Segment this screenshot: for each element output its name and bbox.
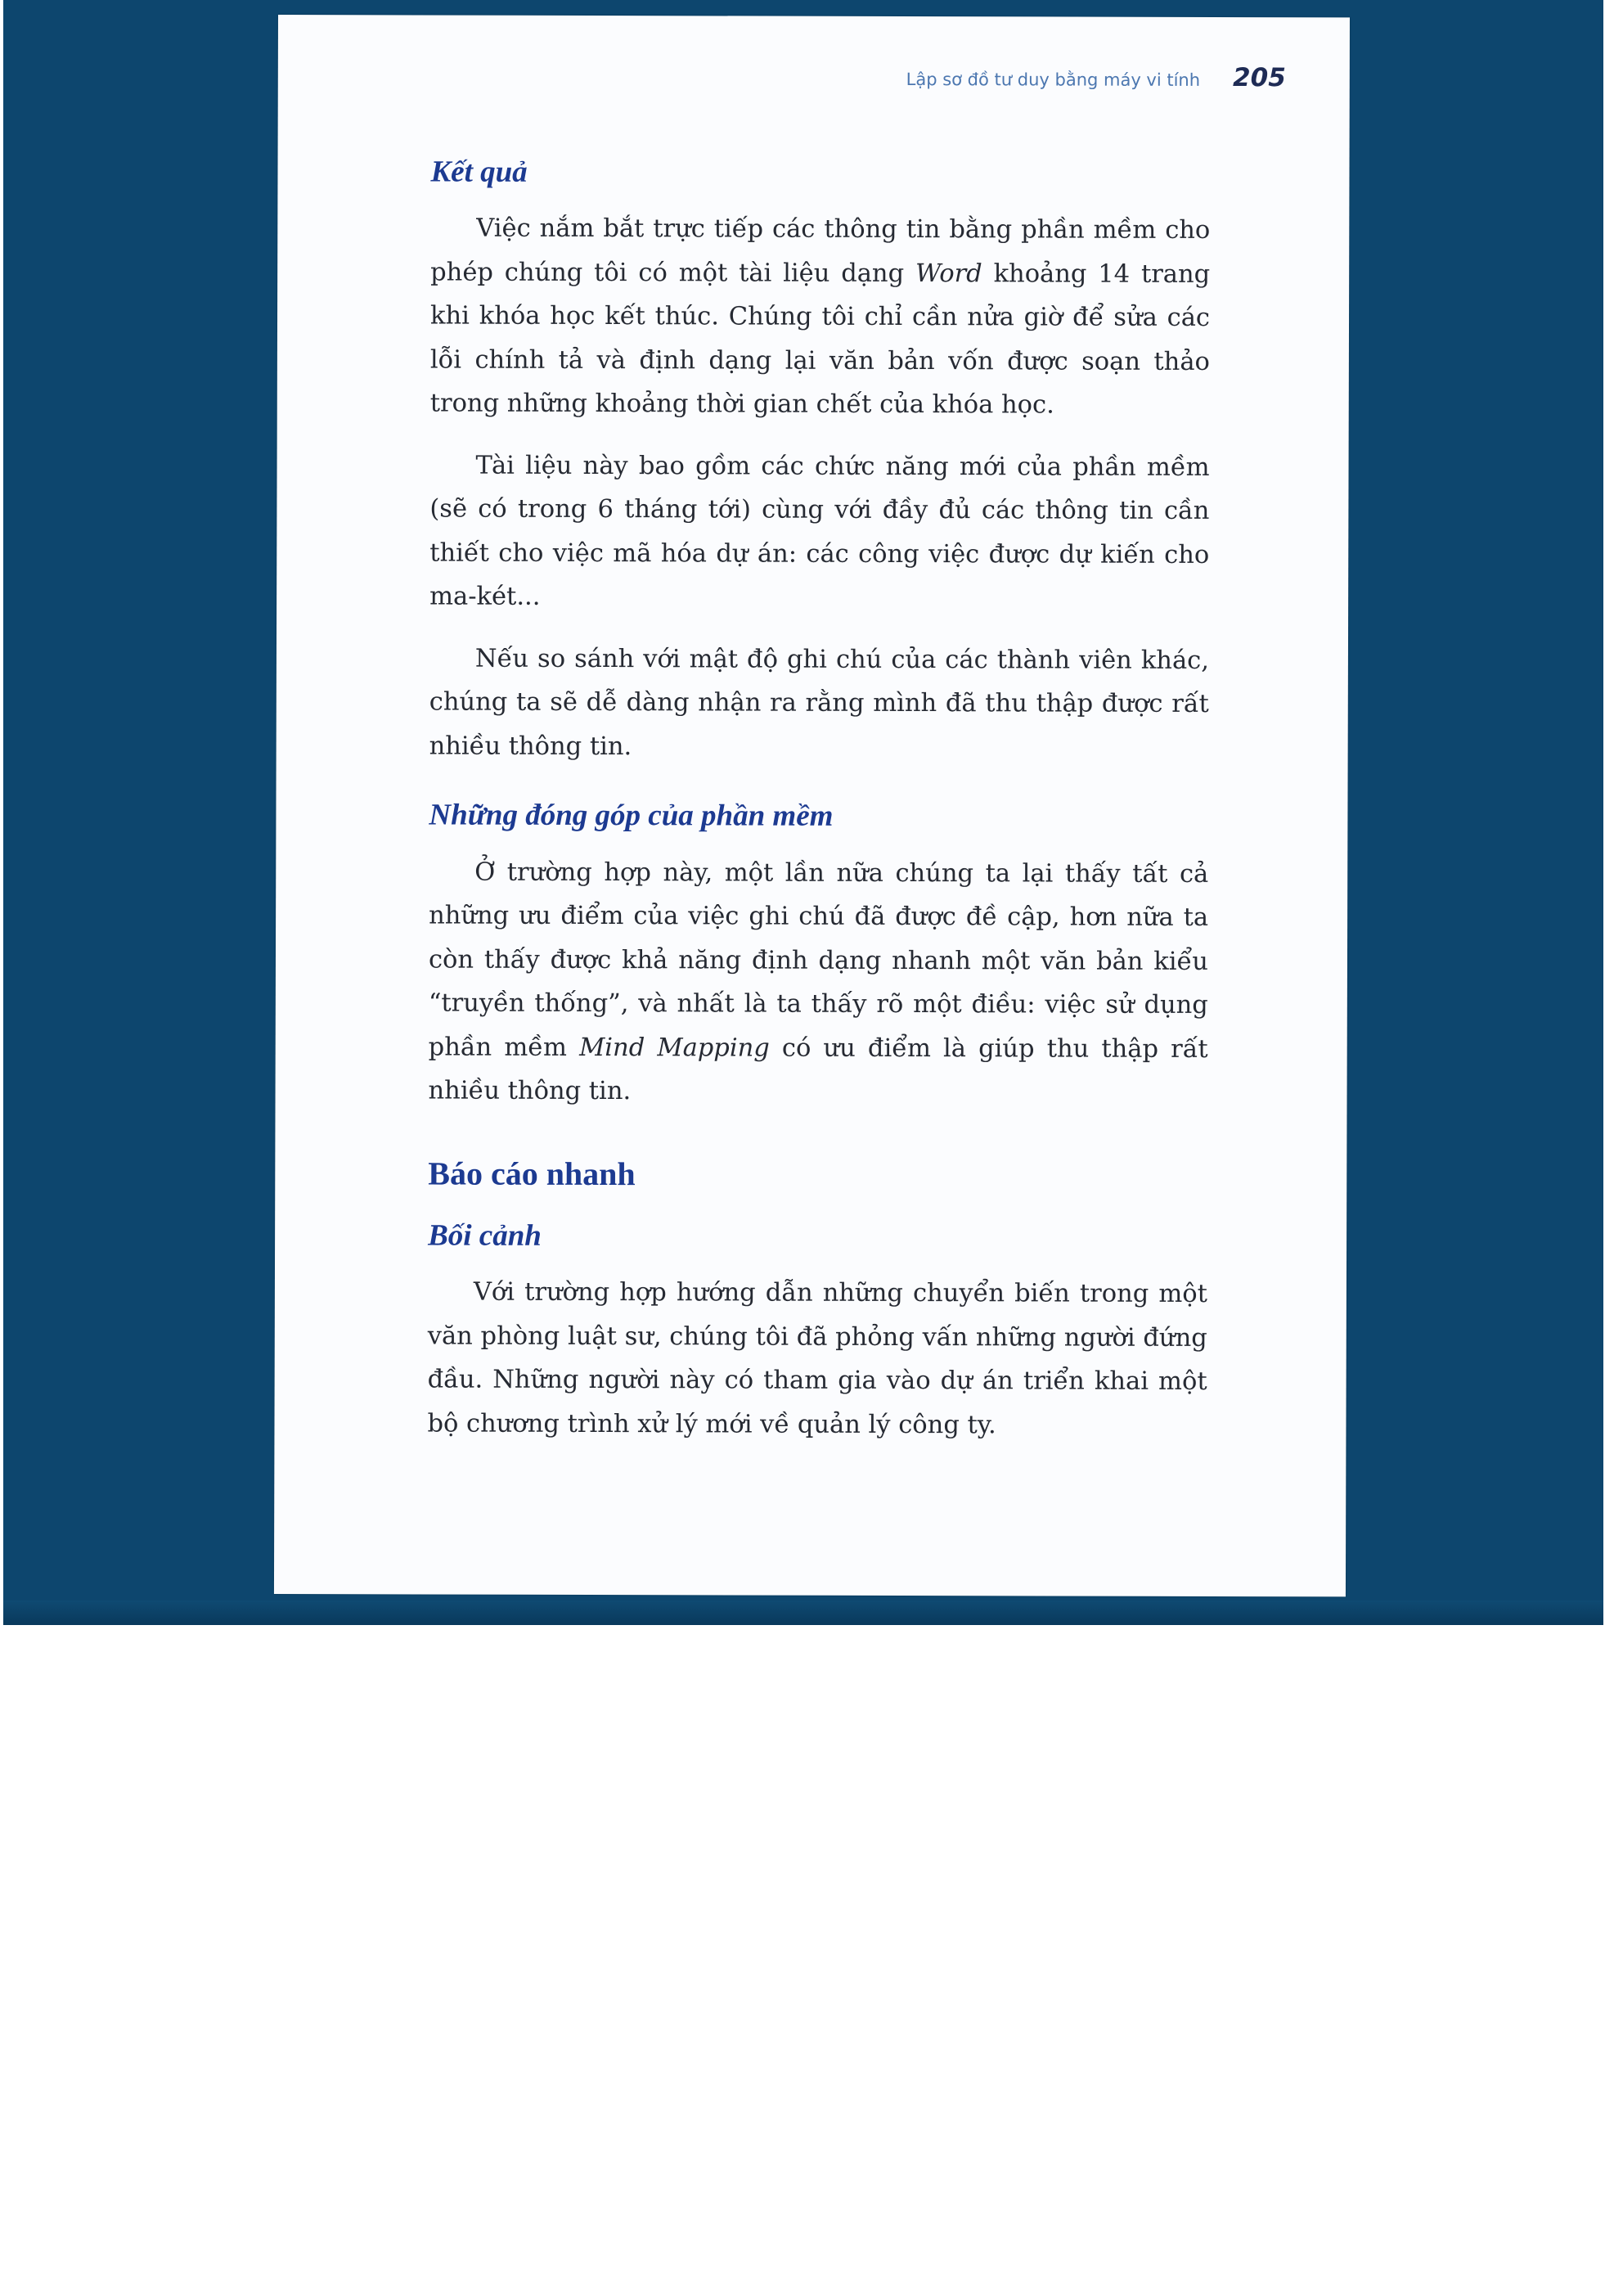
paragraph [428, 850, 1208, 1114]
emphasis-mind-mapping: Mind Mapping [579, 1033, 770, 1063]
paragraph [430, 207, 1211, 428]
paragraph: Nếu so sánh với mật độ ghi chú của các thành viên khác, chúng ta sẽ dễ dàng nhận ra rằng mình đã thu thập được rất nhiều thông tin. [429, 644, 1209, 762]
page-number: 205 [1233, 63, 1286, 93]
paragraph-text: Ở trường hợp này, một lần nữa chúng ta lại thấy tất cả những ưu điểm của việc ghi chú đã được đề cập, hơn nữa ta còn thấy được khả năng định dạng nhanh một văn bản kiểu “truyền thống”, và nhất là ta thấy rõ một điều: việc sử dụng phần mềm [428, 858, 1209, 1062]
heading-ket-qua: Kết quả [430, 155, 528, 189]
heading-bao-cao-nhanh: Báo cáo nhanh [428, 1155, 636, 1192]
paragraph: Với trường hợp hướng dẫn những chuyển biến trong một văn phòng luật sư, chúng tôi đã phỏng vấn những người đứng đầu. Những người này có tham gia vào dự án triển khai một bộ chương trình xử lý mới về quản lý công ty. [427, 1277, 1207, 1439]
book-page [274, 15, 1350, 1596]
paragraph-text: Việc nắm bắt trực tiếp các thông tin bằng phần mềm cho phép chúng tôi có một tài liệu dạng [430, 214, 1211, 288]
scan-edge-shadow [3, 1600, 1603, 1625]
spacer [428, 1131, 1207, 1155]
paragraph: Tài liệu này bao gồm các chức năng mới của phần mềm (sẽ có trong 6 tháng tới) cùng với đầy đủ các thông tin cần thiết cho việc mã hóa dự án: các công việc được dự kiến cho ma-két... [429, 451, 1210, 612]
heading-boi-canh: Bối cảnh [428, 1218, 542, 1253]
paragraph-text: khoảng 14 trang khi khóa học kết thúc. Chúng tôi chỉ cần nửa giờ để sửa các lỗi chính tả và định dạng lại văn bản vốn được soạn thảo trong những khoảng thời gian chết của khóa học. [429, 259, 1211, 420]
heading-dong-gop: Những đóng góp của phần mềm [429, 798, 834, 834]
running-header [906, 62, 1286, 92]
page-content [427, 154, 1210, 1465]
running-title: Lập sơ đồ tư duy bằng máy vi tính [906, 70, 1201, 90]
emphasis-word: Word [915, 259, 982, 289]
paragraph-text: có ưu điểm là giúp thu thập rất nhiều thông tin. [428, 1033, 1208, 1106]
